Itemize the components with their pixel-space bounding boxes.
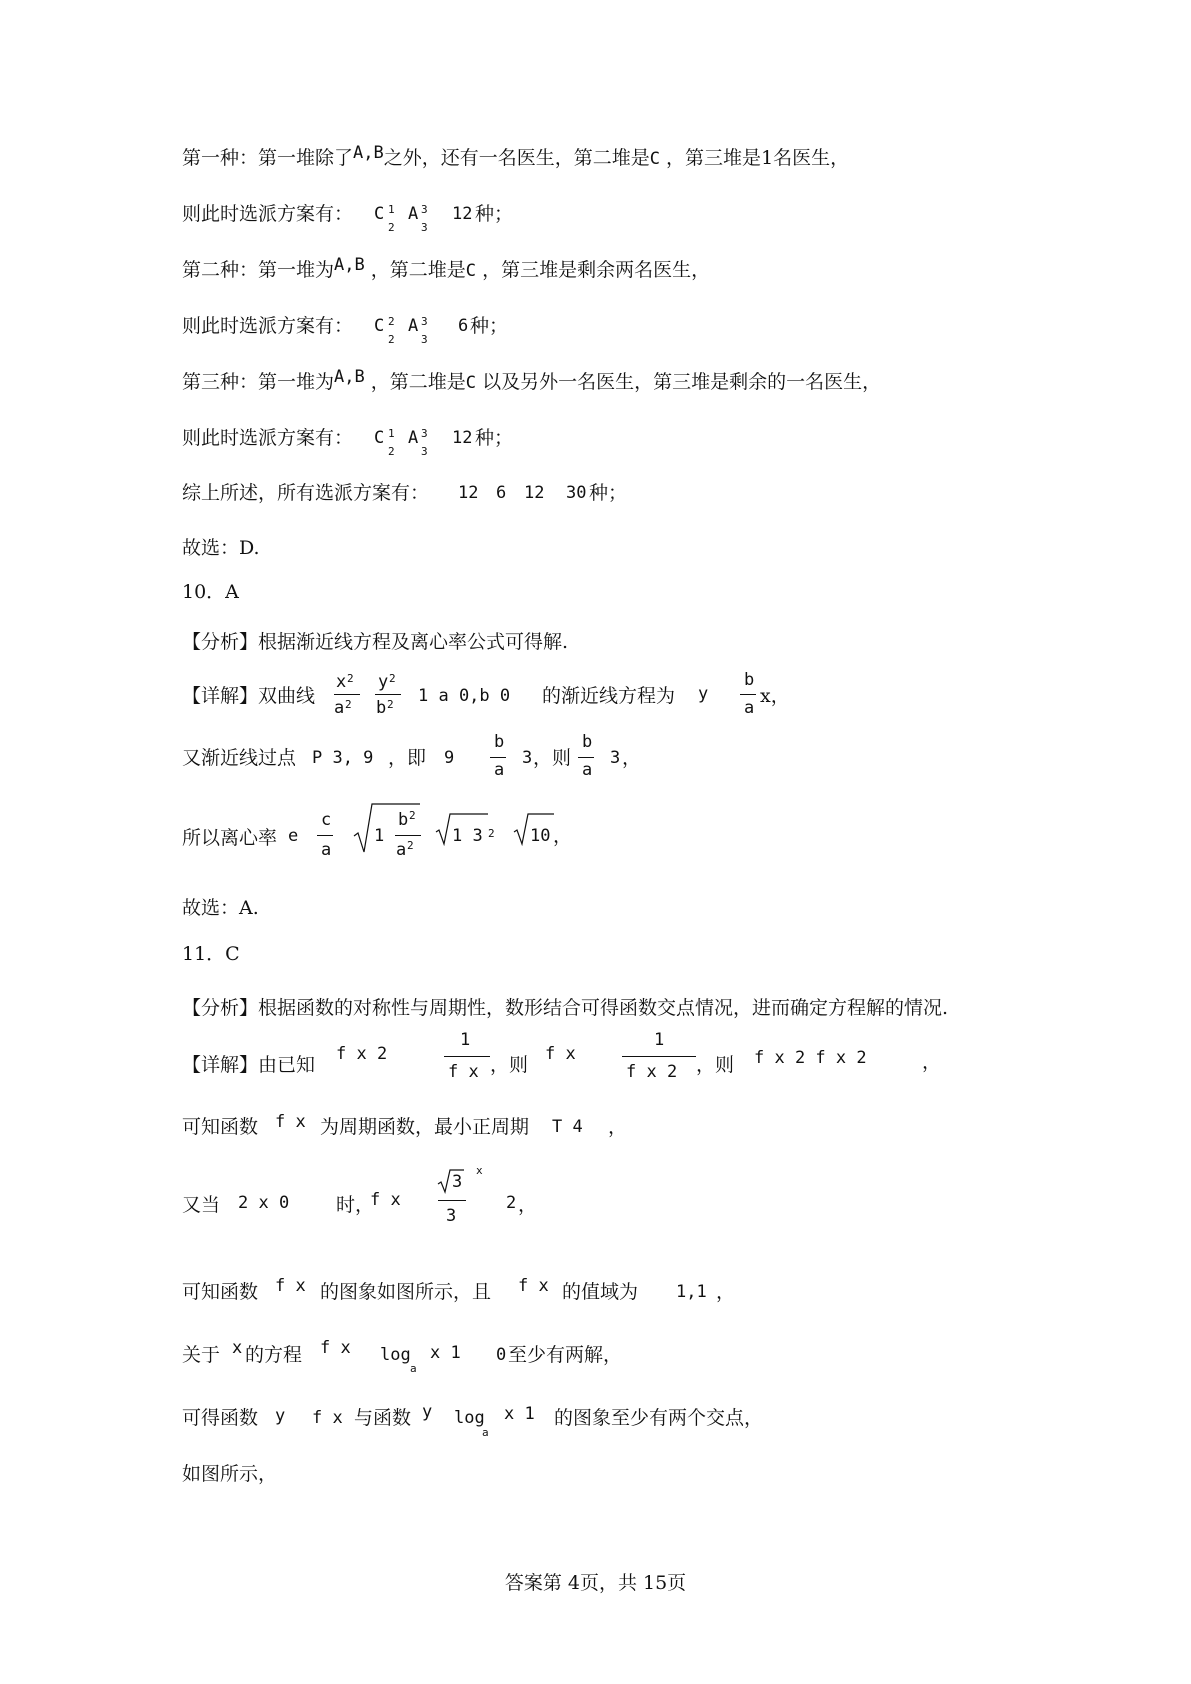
- question-11-detail-label: 【详解】由已知: [182, 1054, 316, 1076]
- question-11-header: 11．C: [182, 943, 240, 965]
- fraction-bar: [490, 757, 506, 758]
- question-11-figure-note: 如图所示，: [182, 1463, 278, 1485]
- page-footer: 答案第 4页，共 15页: [504, 1572, 687, 1594]
- fraction-bar: [334, 694, 360, 695]
- arrangement-symbol: A: [408, 204, 419, 224]
- question-11-intersection-line: 可得函数: [182, 1407, 259, 1429]
- question-11-period-line: 可知函数: [182, 1116, 259, 1138]
- question-10-asymptote-line: 又渐近线过点: [182, 747, 297, 769]
- question-10-eccentricity-line: 所以离心率: [182, 827, 278, 849]
- question-11-range-line: 可知函数: [182, 1281, 259, 1303]
- fraction-bar: [740, 694, 756, 695]
- line-case2-result: 则此时选派方案有：: [182, 315, 354, 337]
- line-case3: 第三种：第一堆为A,B ，第二堆是C 以及另外一名医生，第三堆是剩余的一名医生，: [182, 367, 882, 393]
- question-11-analysis: 【分析】根据函数的对称性与周期性，数形结合可得函数交点情况，进而确定方程解的情况.: [182, 997, 949, 1019]
- line-case3-result: 则此时选派方案有：: [182, 427, 354, 449]
- line-case1: 第一种：第一堆除了A,B之外，还有一名医生，第二堆是C ，第三堆是1名医生，: [182, 143, 850, 169]
- question-11-domain-line: 又当: [182, 1194, 221, 1216]
- fraction-bar: [438, 1200, 466, 1201]
- fraction-bar: [578, 757, 594, 758]
- question-11-equation-line: 关于: [182, 1344, 221, 1366]
- line-answer-10: 故选：A.: [182, 897, 259, 919]
- fraction-bar: [395, 835, 421, 836]
- combination-symbol: C: [374, 204, 385, 224]
- question-10-analysis: 【分析】根据渐近线方程及离心率公式可得解.: [182, 631, 569, 653]
- fraction-bar: [622, 1056, 696, 1057]
- fraction-bar: [317, 835, 333, 836]
- line-answer-9: 故选：D.: [182, 537, 260, 559]
- fraction-bar: [375, 694, 401, 695]
- question-10-detail-label: 【详解】双曲线: [182, 685, 316, 707]
- line-summary: 综上所述，所有选派方案有：: [182, 482, 430, 504]
- line-case1-result: 则此时选派方案有：: [182, 203, 354, 225]
- line-case2: 第二种：第一堆为A,B ，第二堆是C ，第三堆是剩余两名医生，: [182, 255, 711, 281]
- question-10-header: 10．A: [182, 581, 239, 603]
- fraction-bar: [444, 1056, 490, 1057]
